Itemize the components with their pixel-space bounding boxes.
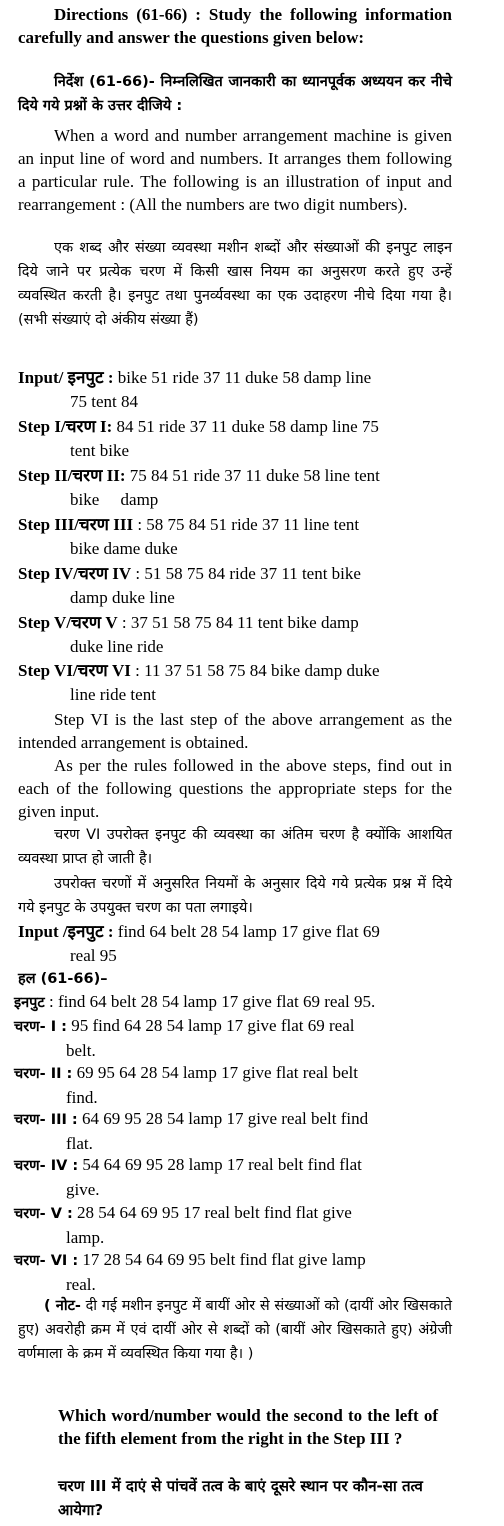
example-step-6-row	[18, 659, 452, 707]
example-line-continued: 75 tent 84	[70, 392, 138, 411]
example-step-5-row	[18, 611, 452, 659]
example-line: : 11 37 51 58 75 84 bike damp duke	[135, 661, 380, 680]
example-line-continued: damp duke line	[70, 588, 175, 607]
solution-label: चरण- II :	[14, 1066, 73, 1082]
example-line-continued: duke line ride	[70, 637, 164, 656]
example-line: : 51 58 75 84 ride 37 11 tent bike	[135, 564, 361, 583]
note-label: ( नोट-	[44, 1298, 81, 1314]
solution-step-1-row	[14, 1014, 454, 1063]
solution-input-row	[14, 990, 454, 1015]
example-line: 84 51 ride 37 11 duke 58 damp line 75	[116, 417, 379, 436]
note	[18, 1294, 452, 1366]
solution-line-continued: give.	[66, 1180, 100, 1199]
example-line: : 37 51 58 75 84 11 tent bike damp	[121, 613, 359, 632]
example-step-3-row	[18, 513, 452, 561]
example-label: Step IV/चरण IV	[18, 564, 132, 583]
example-line-continued: bike damp	[70, 490, 159, 509]
solution-line: 64 69 95 28 54 lamp 17 give real belt find	[81, 1109, 369, 1128]
solution-heading	[18, 966, 452, 991]
rules-hindi: उपरोक्त चरणों में अनुसरित नियमों के अनुसार दिये गये प्रत्येक प्रश्न में दिये गये इनपुट के उपयुक्त चरण का पता लगाइये।	[18, 876, 452, 916]
example-line-continued: line ride tent	[70, 685, 156, 704]
solution-step-3-row	[14, 1107, 454, 1156]
directions-hindi: निर्देश (61-66)- निम्नलिखित जानकारी का ध्यानपूर्वक अध्ययन कर नीचे दिये गये प्रश्नों के उत्तर दीजिये :	[18, 74, 452, 114]
solution-line: 54 64 69 95 28 lamp 17 real belt find flat	[82, 1155, 362, 1174]
example-step-4-row	[18, 562, 452, 610]
example-label: Step VI/चरण VI	[18, 661, 131, 680]
example-step-1-row	[18, 415, 452, 463]
solution-line: 95 find 64 28 54 lamp 17 give flat 69 real	[71, 1016, 355, 1035]
example-label: Input/ इनपुट :	[18, 368, 114, 387]
solution-label: चरण- III :	[14, 1112, 78, 1128]
example-line: bike 51 ride 37 11 duke 58 damp line	[117, 368, 372, 387]
example-label: Step V/चरण V	[18, 613, 118, 632]
example-input-row	[18, 366, 452, 414]
intro-english: When a word and number arrangement machine is given an input line of word and numbers. It arranges them following a particular rule. The following is an illustration of input and rearrangement : (All the numbers are two digit numbers).	[18, 126, 452, 214]
example-line-continued: bike dame duke	[70, 539, 178, 558]
example-line: : 58 75 84 51 ride 37 11 line tent	[137, 515, 360, 534]
solution-line-continued: lamp.	[66, 1228, 105, 1247]
example-label: Step II/चरण II:	[18, 466, 126, 485]
solution-line: : find 64 belt 28 54 lamp 17 give flat 69 real 95.	[48, 992, 376, 1011]
given-input-label: Input /इनपुट :	[18, 922, 114, 941]
solution-step-4-row	[14, 1153, 454, 1202]
example-step-2-row	[18, 464, 452, 512]
solution-line-continued: belt.	[66, 1041, 96, 1060]
solution-label: चरण- VI :	[14, 1253, 79, 1269]
example-label: Step I/चरण I:	[18, 417, 113, 436]
solution-step-6-row	[14, 1248, 454, 1297]
solution-step-5-row	[14, 1201, 454, 1250]
note-text: दी गई मशीन इनपुट में बायीं ओर से संख्याओं को (दायीं ओर खिसकाते हुए) अवरोही क्रम में एवं दायीं ओर से शब्दों को (बायीं ओर खिसकाते हुए) अंग्रेजी वर्णमाला के क्रम में व्यवस्थित किया गया है। )	[18, 1298, 452, 1362]
solution-label: चरण- IV :	[14, 1158, 79, 1174]
example-line: 75 84 51 ride 37 11 duke 58 line tent	[129, 466, 380, 485]
given-input-line-continued: real 95	[70, 946, 117, 965]
solution-label: चरण- V :	[14, 1206, 73, 1222]
solution-line-continued: flat.	[66, 1134, 93, 1153]
solution-line: 28 54 64 69 95 17 real belt find flat give	[77, 1203, 352, 1222]
given-input-line: find 64 belt 28 54 lamp 17 give flat 69	[117, 922, 380, 941]
example-label: Step III/चरण III	[18, 515, 134, 534]
solution-line-continued: find.	[66, 1088, 98, 1107]
solution-line: 17 28 54 64 69 95 belt find flat give lamp	[82, 1250, 366, 1269]
question-hindi: चरण III में दाएं से पांचवें तत्व के बाएं दूसरे स्थान पर कौन-सा तत्व आयेगा?	[58, 1477, 423, 1519]
directions-english: Directions (61-66) : Study the following information carefully and answer the questions given below:	[18, 5, 452, 47]
solution-step-2-row	[14, 1061, 454, 1110]
last-step-hindi: चरण VI उपरोक्त इनपुट की व्यवस्था का अंतिम चरण है क्योंकि आशयित व्यवस्था प्राप्त हो जाती है।	[18, 827, 452, 867]
question-english: Which word/number would the second to the left of the fifth element from the right in the Step III ?	[58, 1406, 438, 1448]
solution-heading-text: हल (61-66)–	[18, 971, 108, 987]
solution-label: चरण- I :	[14, 1019, 67, 1035]
example-line-continued: tent bike	[70, 441, 130, 460]
solution-label: इनपुट	[14, 995, 45, 1011]
intro-hindi: एक शब्द और संख्या व्यवस्था मशीन शब्दों और संख्याओं की इनपुट लाइन दिये जाने पर प्रत्येक चरण में किसी खास नियम का अनुसरण करते हुए उन्हें व्यवस्थित करती है। इनपुट तथा पुनर्व्यवस्था का एक उदाहरण नीचे दिया गया है। (सभी संख्याएं दो अंकीय संख्या हैं)	[18, 240, 452, 328]
solution-line: 69 95 64 28 54 lamp 17 give flat real belt	[76, 1063, 358, 1082]
rules-english: As per the rules followed in the above steps, find out in each of the following questions the appropriate steps for the given input.	[18, 756, 452, 821]
given-input-row	[18, 920, 452, 968]
last-step-english: Step VI is the last step of the above arrangement as the intended arrangement is obtained.	[18, 710, 452, 752]
solution-line-continued: real.	[66, 1275, 96, 1294]
